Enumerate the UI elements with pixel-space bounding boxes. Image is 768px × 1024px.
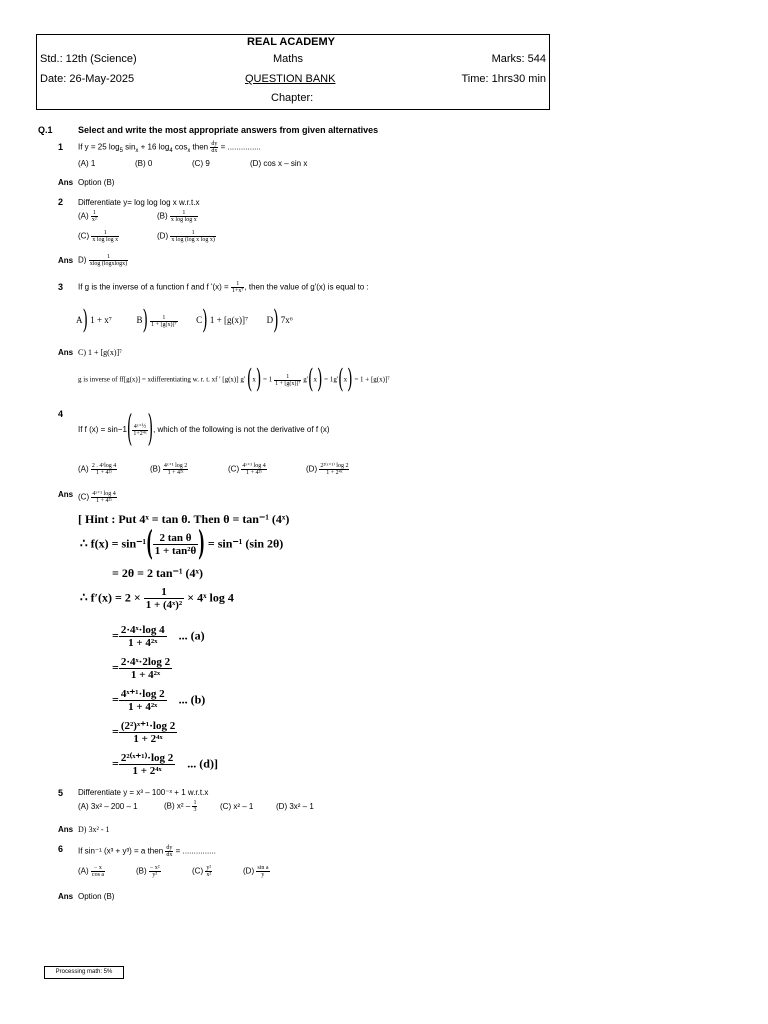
subject-label: Maths <box>273 53 303 65</box>
q4-option-d: (D) $\frac{\text{2²⁽ˣ⁺¹⁾ log 2}}{\text{1 + 2⁴ˣ}}$ <box>306 463 349 476</box>
chapter-label: Chapter: <box>271 92 314 104</box>
q5-text: Differentiate y = x³ – 100⁻ˣ + 1 w.r.t.x <box>78 788 209 797</box>
q1-option-d: (D) cos x – sin x <box>250 159 308 168</box>
q4-hint-line1: [ Hint : Put 4ˣ = tan θ. Then θ = tan⁻¹ (4ˣ) <box>78 512 290 526</box>
q1-ans-label: Ans <box>58 178 74 187</box>
institute-name: REAL ACADEMY <box>247 36 336 48</box>
q6-option-c: (C) $\frac{\text{y²}}{\text{x²}}$ <box>192 865 212 878</box>
q4-step-4: = $\frac{\text{(2²)ˣ⁺¹·log 2}}{\text{1 + 2⁴ˣ}}$ <box>112 720 176 746</box>
q4-hint-line3: = 2θ = 2 tan⁻¹ (4ˣ) <box>112 566 203 580</box>
q3-ans-label: Ans <box>58 348 74 357</box>
q6-option-d: (D) $\frac{\text{sin a}}{y}$ <box>243 865 269 878</box>
q5-ans-label: Ans <box>58 825 74 834</box>
q4-hint-line4: ∴ f′(x) = 2 × $\frac{1}{\text{1 + (4ˣ)²}}$ × 4ˣ log 4 <box>80 586 234 612</box>
q3-option-a: A) 1 + x⁷ <box>76 305 112 337</box>
q6-text: If sin⁻¹ (x³ + y³) = a then $\frac{dy}{dx}$ = ............... <box>78 845 216 858</box>
q4-option-b: (B) $\frac{\text{4ˣ⁺¹ log 2}}{\text{1 + 4²ˣ}}$ <box>150 463 188 476</box>
q1-answer: Option (B) <box>78 178 115 187</box>
q4-text: If f (x) = sin−1( $\frac{\text{4ˣ⁺½}}{\text{1+2⁴ˣ}}$ ), which of the following is not the derivative of f (x) <box>78 409 330 451</box>
header-table <box>36 34 550 110</box>
q4-step-d: = $\frac{\text{2²⁽ˣ⁺¹⁾·log 2}}{\text{1 + 2⁴ˣ}}$ ... (d)] <box>112 752 218 778</box>
q4-step-b: = $\frac{\text{4ˣ⁺¹·log 2}}{\text{1 + 4²ˣ}}$ ... (b) <box>112 688 206 714</box>
marks-label: Marks: 544 <box>491 53 546 65</box>
q4-number: 4 <box>58 409 64 419</box>
q3-option-b: B) $\frac{1}{\text{1 + [g(x)]⁷}}$ <box>136 305 177 337</box>
q1-text: If y = 25 $\log_5 \sin_x + 16$ $\log_4 \cos_x$ then $\frac{dy}{dx}$ = ............... <box>78 141 261 155</box>
q3-solution: g is inverse of ff[g(x)] = xdifferentiating w. r. t. xf ' [g(x)] g' (x) = 1 $\frac{1}{\text{1 + [g(x)]⁷}}$ g'(x) = 1g'(x) = 1 + [g(x)]⁷ <box>78 364 390 396</box>
q2-option-b: (B) $\frac{1}{\text{x log log x}}$ <box>157 210 197 223</box>
q6-answer: Option (B) <box>78 892 115 901</box>
q5-answer: D) 3x² - 1 <box>78 825 110 834</box>
q2-number: 2 <box>58 197 64 207</box>
std-label: Std.: 12th (Science) <box>40 53 137 65</box>
q1-option-b: (B) 0 <box>135 159 153 168</box>
q4-answer: (C) $\frac{\text{4ˣ⁺¹ log 4}}{\text{1 + 4²ˣ}}$ <box>78 491 116 504</box>
q3-options <box>76 305 293 337</box>
section-instruction: Select and write the most appropriate answers from given alternatives <box>78 125 379 135</box>
date-label: Date: 26-May-2025 <box>40 73 135 85</box>
q3-answer: C) 1 + [g(x)]⁷ <box>78 348 122 357</box>
q6-ans-label: Ans <box>58 892 74 901</box>
q4-step-2: = $\frac{\text{2·4ˣ·2log 2}}{\text{1 + 4²ˣ}}$ <box>112 656 171 682</box>
question-bank-label: QUESTION BANK <box>245 73 336 85</box>
q4-option-a: (A) $\frac{\text{2 . 4ˣlog 4}}{\text{1 + 4²ˣ}}$ <box>78 463 117 476</box>
q2-text: Differentiate y= log log log x w.r.t.x <box>78 198 200 207</box>
q1-number: 1 <box>58 142 64 152</box>
q3-option-c: C) 1 + [g(x)]⁷ <box>196 305 249 337</box>
q2-option-c: (C) $\frac{1}{\text{x log log x}}$ <box>78 230 119 243</box>
q3-option-d: D) 7x⁶ <box>266 305 293 337</box>
q5-option-a: (A) 3x² – 200 – 1 <box>78 802 138 811</box>
time-label: Time: 1hrs30 min <box>461 73 546 85</box>
q2-answer: D) $\frac{1}{\text{xlog (logxlogx)}}$ <box>78 254 128 267</box>
q5-number: 5 <box>58 788 64 798</box>
q4-hint-line2: ∴ f(x) = sin⁻¹( $\frac{\text{2 tan θ}}{\text{1 + tan²θ}}$ ) = sin⁻¹ (sin 2θ) <box>80 525 284 564</box>
section-number: Q.1 <box>38 125 53 135</box>
q2-ans-label: Ans <box>58 256 74 265</box>
q2-option-a: (A) $\frac{1}{\text{x²}}$ <box>78 210 97 223</box>
q4-step-a: = $\frac{\text{2·4ˣ·log 4}}{\text{1 + 4²ˣ}}$ ... (a) <box>112 624 205 650</box>
q1-option-a: (A) 1 <box>78 159 96 168</box>
q2-option-d: (D) $\frac{1}{\text{x log (log x log x)}}$ <box>157 230 215 243</box>
q3-number: 3 <box>58 282 64 292</box>
q6-option-a: (A) $\frac{- x}{\text{cos a}}$ <box>78 865 105 878</box>
q4-ans-label: Ans <box>58 490 74 499</box>
q5-option-b: (B) x² – $\frac{1}{3}$ <box>164 800 197 813</box>
processing-math-status: Processing math: 5% <box>44 966 124 979</box>
dy-dx-fraction: $\frac{dy}{dx}$ <box>211 141 218 154</box>
q4-option-c: (C) $\frac{\text{4ˣ⁺¹ log 4}}{\text{1 + 4²ˣ}}$ <box>228 463 266 476</box>
q6-option-b: (B) $\frac{\text{− x²}}{\text{y²}}$ <box>136 865 160 878</box>
q3-text: If g is the inverse of a function f and f '(x) = $\frac{1}{\text{1+x⁷}}$ , then the value of g'(x) is equal to : <box>78 281 369 294</box>
q5-option-d: (D) 3x² – 1 <box>276 802 314 811</box>
q6-number: 6 <box>58 844 64 854</box>
q1-option-c: (C) 9 <box>192 159 210 168</box>
q5-option-c: (C) x² – 1 <box>220 802 254 811</box>
